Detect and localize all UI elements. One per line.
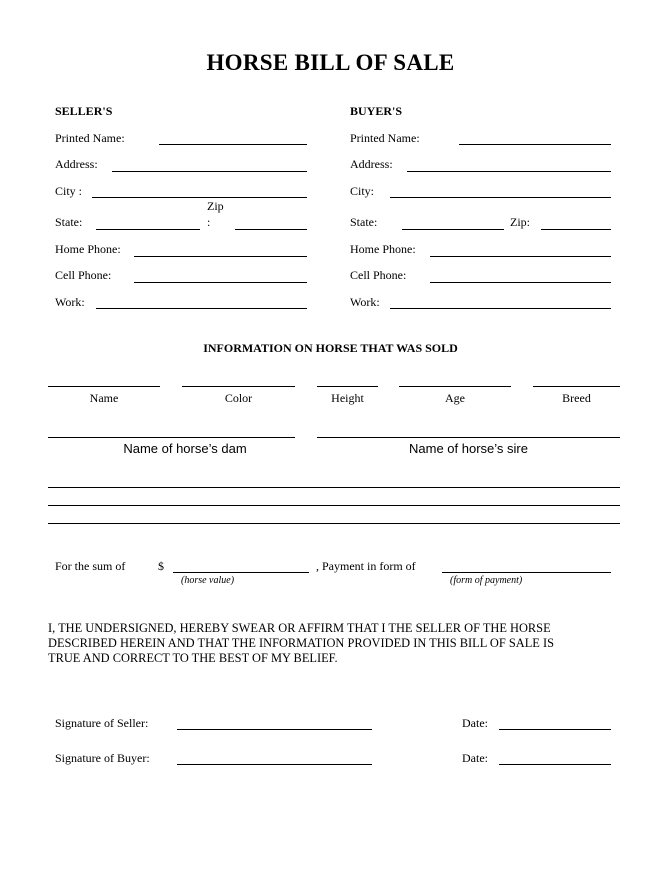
horse-info-heading: INFORMATION ON HORSE THAT WAS SOLD (203, 341, 458, 355)
payment-form-label: , Payment in form of (316, 559, 416, 573)
seller-signature-label: Signature of Seller: (55, 716, 149, 730)
seller-zip-label: Zip (207, 199, 224, 213)
seller-cell-phone-field[interactable] (134, 282, 307, 283)
seller-home-phone-label: Home Phone: (55, 242, 121, 256)
seller-work-field[interactable] (96, 308, 307, 309)
horse-sire-field[interactable] (317, 437, 620, 438)
buyer-address-field[interactable] (407, 171, 611, 172)
buyer-address-label: Address: (350, 157, 393, 171)
horse-age-field[interactable] (399, 386, 511, 387)
horse-age-label: Age (445, 391, 465, 405)
seller-work-label: Work: (55, 295, 85, 309)
buyer-heading: BUYER'S (350, 104, 403, 118)
horse-dam-label: Name of horse’s dam (123, 441, 247, 456)
buyer-date-label: Date: (462, 751, 488, 765)
buyer-state-field[interactable] (402, 229, 504, 230)
buyer-signature-label: Signature of Buyer: (55, 751, 150, 765)
buyer-cell-phone-label: Cell Phone: (350, 268, 407, 282)
seller-zip-colon: : (207, 215, 211, 229)
horse-breed-label: Breed (562, 391, 591, 405)
seller-signature-field[interactable] (177, 729, 372, 730)
buyer-work-label: Work: (350, 295, 380, 309)
notes-line-1[interactable] (48, 487, 620, 488)
buyer-state-label: State: (350, 215, 378, 229)
horse-dam-field[interactable] (48, 437, 295, 438)
buyer-work-field[interactable] (390, 308, 611, 309)
payment-form-hint: (form of payment) (450, 575, 523, 586)
buyer-zip-field[interactable] (541, 229, 611, 230)
horse-value-hint: (horse value) (181, 575, 235, 586)
seller-state-field[interactable] (96, 229, 200, 230)
seller-printed-name-label: Printed Name: (55, 131, 125, 145)
seller-address-label: Address: (55, 157, 98, 171)
horse-height-field[interactable] (317, 386, 378, 387)
seller-address-field[interactable] (112, 171, 307, 172)
buyer-cell-phone-field[interactable] (430, 282, 611, 283)
horse-name-label: Name (89, 391, 119, 405)
currency-symbol: $ (158, 559, 164, 573)
horse-value-field[interactable] (173, 572, 309, 573)
sum-label: For the sum of (55, 559, 126, 573)
buyer-date-field[interactable] (499, 764, 611, 765)
page-title: HORSE BILL OF SALE (206, 50, 455, 75)
buyer-printed-name-field[interactable] (459, 144, 611, 145)
seller-heading: SELLER'S (55, 104, 113, 118)
notes-line-3[interactable] (48, 523, 620, 524)
horse-name-field[interactable] (48, 386, 160, 387)
payment-form-field[interactable] (442, 572, 611, 573)
declaration-line-1: I, THE UNDERSIGNED, HEREBY SWEAR OR AFFIRM THAT I THE SELLER OF THE HORSE (48, 621, 551, 635)
notes-line-2[interactable] (48, 505, 620, 506)
horse-breed-field[interactable] (533, 386, 620, 387)
seller-cell-phone-label: Cell Phone: (55, 268, 112, 282)
buyer-city-field[interactable] (390, 197, 611, 198)
buyer-home-phone-label: Home Phone: (350, 242, 416, 256)
seller-home-phone-field[interactable] (134, 256, 307, 257)
horse-color-label: Color (224, 391, 253, 405)
buyer-home-phone-field[interactable] (430, 256, 611, 257)
seller-date-label: Date: (462, 716, 488, 730)
declaration-line-3: TRUE AND CORRECT TO THE BEST OF MY BELIEF. (48, 651, 338, 665)
horse-sire-label: Name of horse’s sire (409, 441, 528, 456)
seller-printed-name-field[interactable] (159, 144, 307, 145)
buyer-city-label: City: (350, 184, 375, 198)
seller-zip-field[interactable] (235, 229, 307, 230)
seller-state-label: State: (55, 215, 83, 229)
seller-city-label: City : (55, 184, 83, 198)
seller-city-field[interactable] (92, 197, 307, 198)
buyer-printed-name-label: Printed Name: (350, 131, 420, 145)
buyer-zip-label: Zip: (510, 215, 530, 229)
horse-height-label: Height (331, 391, 364, 405)
seller-date-field[interactable] (499, 729, 611, 730)
buyer-signature-field[interactable] (177, 764, 372, 765)
declaration-line-2: DESCRIBED HEREIN AND THAT THE INFORMATION PROVIDED IN THIS BILL OF SALE IS (48, 636, 554, 650)
horse-color-field[interactable] (182, 386, 295, 387)
